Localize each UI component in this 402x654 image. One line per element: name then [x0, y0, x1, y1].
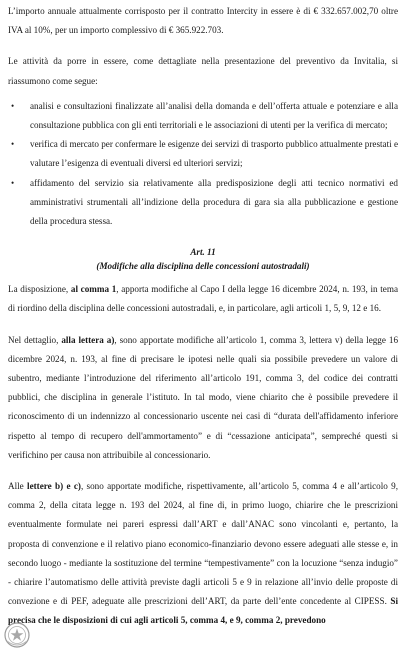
paragraph-lettere-b-c	[8, 477, 398, 631]
text-run: Alle	[8, 481, 28, 492]
list-item	[8, 174, 398, 232]
article-title: (Modifiche alla disciplina delle concessioni autostradali)	[96, 261, 310, 272]
bold-sentence: Si precisa che le disposizioni di cui agli articoli 5, comma 4, e 9, comma 2, prevedono	[8, 596, 398, 626]
article-heading	[8, 245, 398, 273]
activities-intro: Le attività da porre in essere, come dettagliate nella presentazione del preventivo da Invitalia, si riassumono come segue:	[8, 56, 398, 86]
bullet-icon: •	[11, 100, 15, 111]
list-item-text: analisi e consultazioni finalizzate all’analisi della domanda e dell’offerta attuale e potenziare e alla consultazione pubblica con gli enti territoriali e le associazioni di utenti per la verifica di mercato;	[30, 100, 398, 131]
paragraph-comma-1	[8, 280, 398, 318]
bold-reference: al comma 1	[70, 284, 117, 295]
republic-emblem-icon	[2, 620, 32, 650]
text-run: Nel dettaglio,	[8, 334, 62, 345]
text-run: , sono apportate modifiche all’articolo 1, comma 3, lettera v) della legge 16 dicembre 2024, n. 193, al fine di precisare le ipotesi nelle quali sia possibile prevedere un valore di subentro, mediante l’introduzione del riferimento all’articolo 191, comma 3, del codice dei contratti pubblici, che disciplina in generale l’istituto. In tal modo, viene chiarito che è possibile prevedere il riconoscimento di un indennizzo al concessionario uscente nei casi di “durata dell'affidamento inferiore rispetto al tempo di recupero dell'ammortamento” e di “cessazione anticipata”, sempreché questi si verifichino per causa non attribuibile al concessionario.	[8, 334, 399, 460]
list-item-text: affidamento del servizio sia relativamente alla predisposizione degli atti tecnico normativi ed amministrativi strumentali all’indizione della procedura di gara sia alla pubblicazione e gestione della procedura stessa.	[30, 177, 398, 227]
article-number: Art. 11	[190, 247, 216, 258]
list-item-text: verifica di mercato per confermare le esigenze dei servizi di trasporto pubblico attualmente prestati e valutare l’esigenza di eventuali diversi ed ulteriori servizi;	[30, 139, 398, 169]
bold-reference: alla lettera a)	[61, 334, 115, 345]
list-item	[8, 97, 398, 135]
list-item	[8, 135, 398, 173]
activities-list	[8, 97, 398, 231]
text-run: , apporta modifiche al Capo I della legge 16 dicembre 2024, n. 193, in tema di riordino della disciplina delle concessioni autostradali, e, in particolare, agli articoli 1, 5, 9, 12 e 16.	[8, 284, 398, 314]
bullet-icon: •	[11, 139, 15, 150]
text-run: La disposizione,	[8, 284, 71, 295]
document-body	[8, 2, 398, 631]
text-run: , sono apportate modifiche, rispettivamente, all’articolo 5, comma 4 e all’articolo 9, comma 2, della citata legge n. 193 del 2024, al fine di, in primo luogo, chiarire che le prescrizioni eventualmente formulate nei pareri espressi dall’ART e dall’ANAC sono vincolanti e, pertanto, la proposta di convenzione e il relativo piano economico-finanziario devono essere adeguati alle stesse e, in secondo luogo - mediante la sostituzione del termine “tempestivamente” con la locuzione “senza indugio” - chiarire l’automatismo delle attività previste dagli articoli 5 e 9 in relazione all’invio delle proposte di convezione e di PEF, adeguate alle prescrizioni dell’ART, da parte dell’ente concedente al CIPESS.	[8, 481, 399, 607]
intro-paragraph: L’importo annuale attualmente corrisposto per il contratto Intercity in essere è di € 332.657.002,70 oltre IVA al 10%, per un importo complessivo di € 365.922.703.	[8, 6, 398, 36]
bold-reference: lettere b) e c)	[27, 481, 81, 492]
bullet-icon: •	[11, 177, 15, 188]
paragraph-lettera-a	[8, 331, 398, 465]
